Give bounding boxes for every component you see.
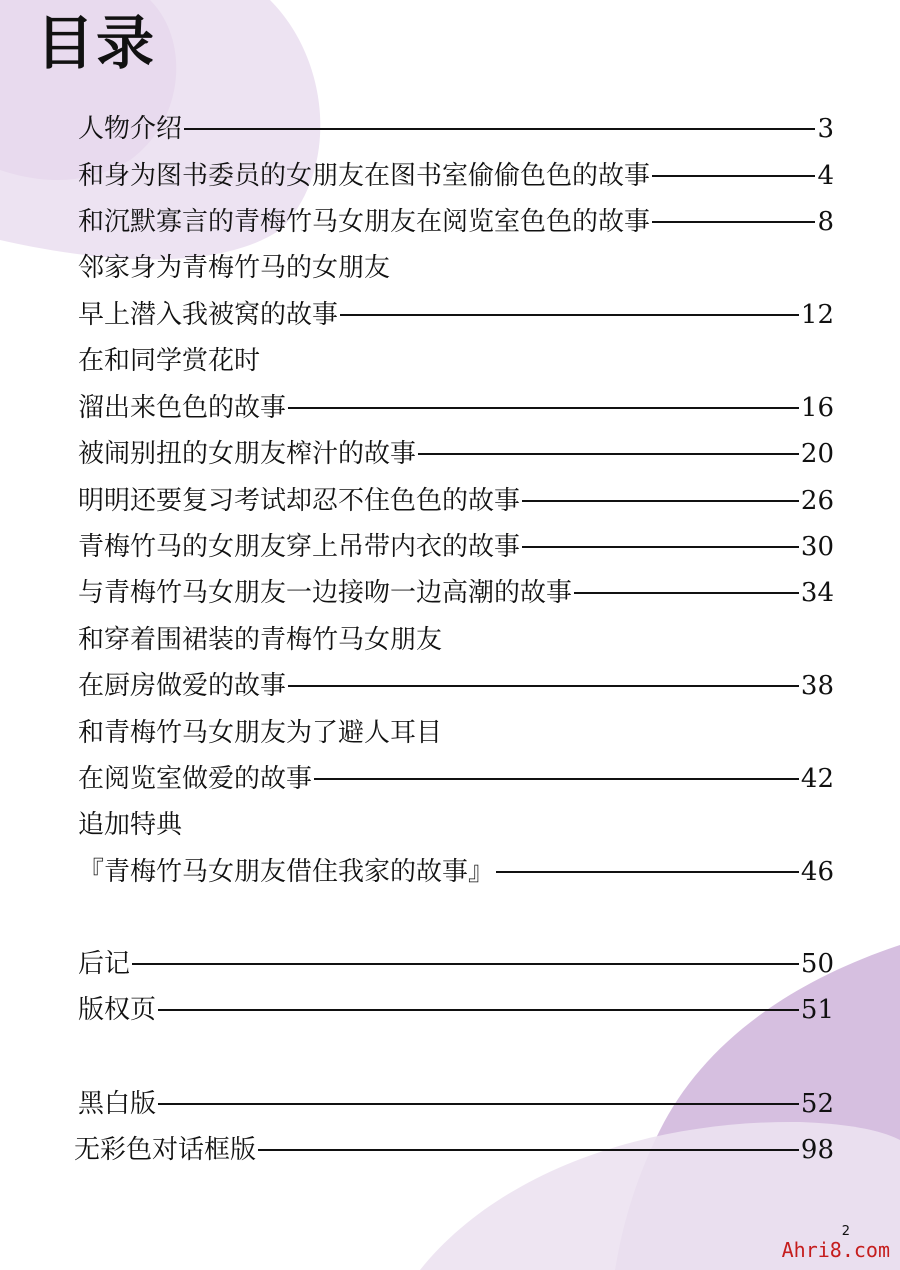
leader-line [496, 871, 799, 873]
leader-line [314, 778, 799, 780]
toc-entry [78, 391, 834, 425]
leader-line [340, 314, 799, 316]
toc-entry [74, 1133, 834, 1167]
toc-entry [78, 808, 834, 842]
toc-entry [78, 112, 834, 146]
entry-page: 98 [800, 1135, 834, 1165]
page-number: 2 [841, 1224, 850, 1239]
entry-page: 8 [817, 207, 834, 237]
leader-line [288, 407, 799, 409]
toc-entry [78, 1087, 834, 1121]
toc-entry [78, 623, 834, 657]
entry-page: 38 [800, 671, 834, 701]
site-watermark: Ahri8.com [781, 1238, 890, 1262]
toc-entry [78, 298, 834, 332]
toc-entry [78, 855, 834, 889]
leader-line [258, 1149, 799, 1151]
leader-line [158, 1009, 799, 1011]
entry-page: 20 [800, 439, 834, 469]
toc-entry [78, 530, 834, 564]
toc-entry [78, 205, 834, 239]
entry-page: 46 [800, 857, 834, 887]
toc-entry [78, 159, 834, 193]
entry-title: 在和同学赏花时 [78, 346, 261, 376]
entry-title: 『青梅竹马女朋友借住我家的故事』 [78, 857, 495, 887]
entry-page: 16 [800, 393, 834, 423]
entry-title: 后记 [78, 949, 131, 979]
entry-page: 4 [817, 161, 834, 191]
entry-title: 在阅览室做爱的故事 [78, 764, 313, 794]
entry-title: 和沉默寡言的青梅竹马女朋友在阅览室色色的故事 [78, 207, 651, 237]
entry-page: 50 [800, 949, 834, 979]
entry-title: 和穿着围裙装的青梅竹马女朋友 [78, 625, 443, 655]
entry-title: 和身为图书委员的女朋友在图书室偷偷色色的故事 [78, 161, 651, 191]
leader-line [522, 500, 799, 502]
entry-title: 黑白版 [78, 1089, 157, 1119]
leader-line [132, 963, 799, 965]
entry-page: 52 [800, 1089, 834, 1119]
toc-entry [78, 947, 834, 981]
entry-page: 51 [800, 995, 834, 1025]
entry-title: 在厨房做爱的故事 [78, 671, 287, 701]
entry-title: 追加特典 [78, 810, 183, 840]
entry-title: 人物介绍 [78, 114, 183, 144]
toc-entry [78, 344, 834, 378]
entry-title: 与青梅竹马女朋友一边接吻一边高潮的故事 [78, 578, 573, 608]
entry-title: 无彩色对话框版 [74, 1135, 257, 1165]
entry-page: 34 [800, 578, 834, 608]
leader-line [574, 592, 799, 594]
entry-title: 被闹别扭的女朋友榨汁的故事 [78, 439, 417, 469]
leader-line [158, 1103, 799, 1105]
entry-title: 邻家身为青梅竹马的女朋友 [78, 253, 391, 283]
leader-line [522, 546, 799, 548]
toc-entry [78, 437, 834, 471]
leader-line [418, 453, 799, 455]
entry-page: 42 [800, 764, 834, 794]
entry-page: 12 [800, 300, 834, 330]
leader-line [184, 128, 815, 130]
toc-entry [78, 669, 834, 703]
toc-entry [78, 762, 834, 796]
entry-title: 青梅竹马的女朋友穿上吊带内衣的故事 [78, 532, 521, 562]
entry-page: 26 [800, 486, 834, 516]
leader-line [288, 685, 799, 687]
entry-page: 3 [817, 114, 834, 144]
toc-entry [78, 484, 834, 518]
toc-entry [78, 993, 834, 1027]
entry-title: 溜出来色色的故事 [78, 393, 287, 423]
entry-title: 和青梅竹马女朋友为了避人耳目 [78, 718, 443, 748]
entry-page: 30 [800, 532, 834, 562]
entry-title: 版权页 [78, 995, 157, 1025]
entry-title: 早上潜入我被窝的故事 [78, 300, 339, 330]
leader-line [652, 175, 815, 177]
toc-entry [78, 251, 834, 285]
leader-line [652, 221, 815, 223]
toc-entry [78, 716, 834, 750]
page-title: 目录 [36, 9, 157, 77]
entry-title: 明明还要复习考试却忍不住色色的故事 [78, 486, 521, 516]
toc-entry [78, 576, 834, 610]
